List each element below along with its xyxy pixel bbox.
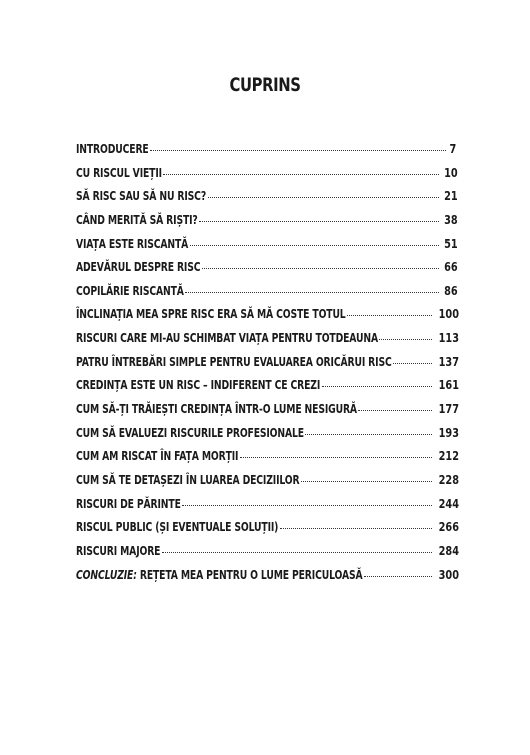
toc-dot-leader: [240, 456, 432, 458]
toc-dot-leader: [150, 149, 446, 151]
toc-entry: [76, 211, 458, 236]
toc-entry-title: [76, 165, 162, 180]
toc-entry-label-wrap: [76, 401, 357, 416]
toc-entry-text: SĂ RISC SAU SĂ NU RISC?: [76, 188, 207, 204]
toc-entry-text: INTRODUCERE: [76, 141, 149, 156]
toc-entry-text: CUM AM RISCAT ÎN FAȚA MORȚII: [76, 448, 239, 464]
toc-entry-label-wrap: [76, 188, 207, 203]
toc-entry-label-wrap: [76, 496, 181, 511]
toc-dot-leader: [322, 385, 432, 387]
toc-dot-leader: [364, 575, 432, 577]
toc-entry-prefix: CONCLUZIE:: [76, 566, 137, 582]
toc-entry-label-wrap: [76, 259, 201, 274]
toc-entry-title: [76, 496, 181, 511]
toc-entry-label-wrap: [76, 306, 346, 321]
toc-entry-page-number: 100: [438, 306, 459, 322]
toc-entry-title: [76, 567, 362, 582]
toc-entry-page-number: 300: [438, 566, 459, 582]
toc-entry: [76, 306, 459, 330]
toc-entry: [76, 424, 459, 449]
toc-entry-page-number: 212: [438, 448, 459, 464]
toc-entry-label-wrap: [76, 212, 198, 227]
toc-entry-title: [76, 401, 357, 416]
toc-dot-leader: [358, 409, 432, 411]
toc-dot-leader: [301, 480, 432, 482]
toc-entry-page-number: 228: [438, 471, 459, 487]
toc-entry-title: [76, 519, 278, 534]
toc-entry-page-number: 193: [438, 424, 459, 440]
toc-dot-leader: [162, 551, 432, 553]
toc-entry-text: CUM SĂ EVALUEZI RISCURILE PROFESIONALE: [76, 424, 304, 440]
toc-entry-page-number: 177: [438, 401, 459, 417]
toc-entry: [76, 401, 459, 425]
toc-entry-title: [76, 236, 188, 251]
toc-entry-label-wrap: [76, 165, 162, 180]
toc-entry-text: CUM SĂ TE DETAȘEZI ÎN LUAREA DECIZIILOR: [76, 471, 300, 487]
toc-entry-text: RISCUL PUBLIC (ȘI EVENTUALE SOLUȚII): [76, 519, 279, 535]
toc-entry-label-wrap: [76, 543, 161, 558]
toc-entry-title: [76, 141, 149, 156]
toc-dot-leader: [182, 504, 432, 506]
toc-dot-leader: [163, 173, 439, 175]
toc-entry-page-number: 51: [444, 235, 458, 251]
page-title: CUPRINS: [229, 74, 301, 96]
toc-entry-page-number: 21: [444, 188, 458, 204]
toc-entry-title: [76, 448, 238, 463]
toc-entry-text: VIAȚA ESTE RISCANTĂ: [76, 235, 189, 251]
toc-dot-leader: [185, 291, 439, 293]
toc-entry: [76, 164, 458, 189]
toc-entry: [76, 566, 459, 591]
toc-entry-title: [76, 306, 346, 321]
toc-entry-title: [76, 377, 320, 392]
toc-entry-label-wrap: [76, 472, 300, 487]
toc-entry-text: CU RISCUL VIEȚII: [76, 164, 162, 180]
toc-entry: [76, 259, 458, 283]
toc-entry-text: ADEVĂRUL DESPRE RISC: [76, 259, 201, 275]
toc-dot-leader: [208, 196, 439, 198]
toc-dot-leader: [202, 267, 439, 269]
toc-entry-page-number: 66: [444, 259, 458, 275]
toc-entry-page-number: 7: [449, 141, 457, 156]
toc-dot-leader: [305, 433, 432, 435]
toc-entry-page-number: 284: [438, 542, 459, 558]
toc-entry-text: RISCURI MAJORE: [76, 542, 161, 558]
toc-entry-title: [76, 425, 304, 440]
toc-entry-page-number: 113: [438, 330, 459, 346]
toc-entry-title: [76, 283, 184, 298]
toc-dot-leader: [199, 220, 439, 222]
toc-entry-text: ÎNCLINAȚIA MEA SPRE RISC ERA SĂ MĂ COSTE TOTUL: [76, 306, 346, 322]
toc-entry-text: CUM SĂ-ȚI TRĂIEȘTI CREDINȚA ÎNTR-O LUME NESIGURĂ: [76, 401, 357, 417]
toc-entry: [76, 519, 459, 543]
toc-entry: [76, 353, 459, 378]
toc-entry-text: CÂND MERITĂ SĂ RIȘTI?: [76, 211, 198, 227]
toc-dot-leader: [347, 314, 432, 316]
toc-entry-page-number: 38: [444, 211, 458, 227]
toc-entry: [76, 235, 458, 260]
toc-entry-title: [76, 259, 200, 274]
toc-entry-label-wrap: [76, 448, 239, 463]
toc-entry: [76, 282, 458, 307]
toc-entry-label-wrap: [76, 519, 279, 534]
toc-entry-label-wrap: [76, 567, 363, 582]
toc-entry-label-wrap: [76, 377, 321, 392]
toc-entry-title: [76, 212, 198, 227]
toc-entry-text: RISCURI CARE MI-AU SCHIMBAT VIAȚA PENTRU TOTDEAUNA: [76, 330, 378, 346]
toc-entry-text: PATRU ÎNTREBĂRI SIMPLE PENTRU EVALUAREA ORICĂRUI RISC: [76, 353, 392, 369]
toc-entry-label-wrap: [76, 283, 184, 298]
table-of-contents: [76, 141, 459, 590]
toc-entry-page-number: 137: [438, 353, 459, 369]
toc-entry: [76, 141, 455, 165]
toc-entry-page-number: 86: [444, 282, 458, 298]
toc-entry-text: CREDINȚA ESTE UN RISC – INDIFERENT CE CREZI: [76, 377, 321, 393]
toc-entry: [76, 542, 459, 567]
toc-entry-label-wrap: [76, 354, 392, 369]
toc-entry-page-number: 244: [438, 495, 459, 511]
toc-dot-leader: [190, 244, 439, 246]
toc-entry-label-wrap: [76, 425, 304, 440]
toc-entry: [76, 448, 459, 472]
toc-entry: [76, 377, 459, 401]
toc-entry: [76, 471, 459, 496]
toc-entry: [76, 188, 458, 212]
toc-entry-title: [76, 330, 378, 345]
toc-entry-text: COPILĂRIE RISCANTĂ: [76, 282, 184, 298]
toc-entry-label-wrap: [76, 236, 189, 251]
toc-entry-label-wrap: [76, 141, 149, 156]
toc-dot-leader: [393, 362, 432, 364]
toc-entry-title: [76, 354, 392, 369]
toc-entry: [76, 330, 459, 354]
toc-dot-leader: [280, 527, 432, 529]
toc-entry-title: [76, 188, 206, 203]
toc-entry: [76, 495, 459, 520]
toc-entry-page-number: 266: [438, 519, 459, 535]
toc-entry-text: REȚETA MEA PENTRU O LUME PERICULOASĂ: [139, 566, 363, 582]
toc-dot-leader: [379, 338, 432, 340]
toc-entry-page-number: 10: [444, 164, 458, 180]
toc-entry-title: [76, 472, 299, 487]
toc-entry-title: [76, 543, 160, 558]
toc-entry-page-number: 161: [438, 377, 459, 393]
toc-entry-label-wrap: [76, 330, 378, 345]
toc-entry-text: RISCURI DE PĂRINTE: [76, 495, 181, 511]
